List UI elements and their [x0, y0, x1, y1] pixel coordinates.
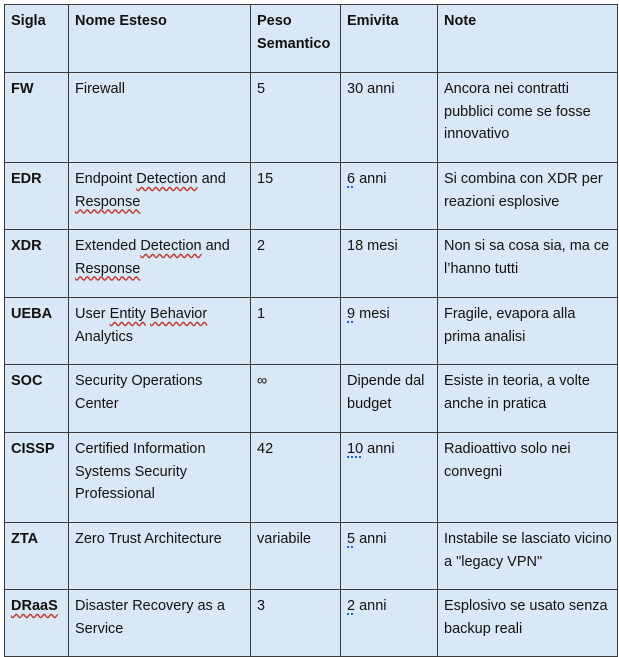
cell-sigla: UEBA: [5, 298, 69, 365]
cell-word: and: [205, 238, 230, 254]
cell-peso-semantico: 1: [251, 298, 341, 365]
cell-note: Non si sa cosa sia, ma ce l’hanno tutti: [438, 230, 618, 298]
cell-note: Esiste in teoria, a volte anche in pratica: [438, 365, 618, 433]
cell-emivita: 30 anni: [341, 73, 438, 163]
header-nome-esteso: Nome Esteso: [69, 5, 251, 73]
cell-word: anni: [367, 441, 395, 457]
cell-peso-semantico: 5: [251, 73, 341, 163]
header-emivita: Emivita: [341, 5, 438, 73]
cell-nome-esteso: [69, 163, 251, 230]
cell-word: 9: [347, 306, 356, 322]
cell-word: anni: [359, 171, 387, 187]
cell-word: User: [75, 306, 106, 322]
cell-word: 2: [347, 598, 356, 614]
cell-emivita: [341, 590, 438, 657]
cell-word: DRaaS: [11, 598, 58, 614]
cell-word: anni: [359, 531, 387, 547]
cell-sigla: SOC: [5, 365, 69, 433]
cell-word: and: [201, 171, 226, 187]
cell-note: Esplosivo se usato senza backup reali: [438, 590, 618, 657]
table-row: [5, 365, 618, 433]
table-row: [5, 163, 618, 230]
cell-nome-esteso: [69, 230, 251, 298]
table-row: [5, 298, 618, 365]
cell-nome-esteso: Security Operations Center: [69, 365, 251, 433]
table-row: [5, 433, 618, 523]
cell-nome-esteso: [69, 298, 251, 365]
cell-sigla: ZTA: [5, 523, 69, 590]
cell-word: anni: [359, 598, 387, 614]
header-peso-semantico: Peso Semantico: [251, 5, 341, 73]
header-note: Note: [438, 5, 618, 73]
cell-peso-semantico: ∞: [251, 365, 341, 433]
cell-word: Extended: [75, 238, 137, 254]
table-header-row: [5, 5, 618, 73]
cell-word: 6: [347, 171, 356, 187]
cell-note: Radioattivo solo nei convegni: [438, 433, 618, 523]
acronym-table: [4, 4, 618, 657]
cell-word: Response: [75, 193, 141, 210]
cell-note: Ancora nei contratti pubblici come se fosse innovativo: [438, 73, 618, 163]
cell-emivita: [341, 523, 438, 590]
table-row: [5, 590, 618, 657]
cell-peso-semantico: 15: [251, 163, 341, 230]
cell-word: Analytics: [75, 328, 134, 345]
cell-sigla: XDR: [5, 230, 69, 298]
cell-peso-semantico: 42: [251, 433, 341, 523]
cell-note: Si combina con XDR per reazioni esplosive: [438, 163, 618, 230]
cell-sigla: FW: [5, 73, 69, 163]
cell-word: Behavior: [149, 306, 208, 322]
cell-emivita: [341, 298, 438, 365]
cell-peso-semantico: variabile: [251, 523, 341, 590]
table-row: [5, 73, 618, 163]
cell-word: Entity: [109, 306, 146, 322]
cell-word: Endpoint: [75, 171, 133, 187]
cell-sigla: EDR: [5, 163, 69, 230]
cell-sigla: [5, 590, 69, 657]
cell-nome-esteso: Disaster Recovery as a Service: [69, 590, 251, 657]
cell-word: mesi: [359, 306, 390, 322]
cell-sigla: CISSP: [5, 433, 69, 523]
cell-word: 5: [347, 531, 356, 547]
cell-emivita: Dipende dal budget: [341, 365, 438, 433]
cell-emivita: [341, 433, 438, 523]
cell-word: Detection: [140, 238, 202, 254]
cell-nome-esteso: Certified Information Systems Security Professional: [69, 433, 251, 523]
cell-peso-semantico: 3: [251, 590, 341, 657]
table-row: [5, 230, 618, 298]
cell-word: Response: [75, 260, 141, 277]
table-row: [5, 523, 618, 590]
cell-nome-esteso: Firewall: [69, 73, 251, 163]
cell-emivita: [341, 163, 438, 230]
cell-emivita: 18 mesi: [341, 230, 438, 298]
header-sigla: Sigla: [5, 5, 69, 73]
cell-word: 10: [347, 441, 364, 457]
cell-note: Instabile se lasciato vicino a "legacy VPN": [438, 523, 618, 590]
cell-peso-semantico: 2: [251, 230, 341, 298]
cell-nome-esteso: Zero Trust Architecture: [69, 523, 251, 590]
cell-word: Detection: [136, 171, 198, 187]
cell-note: Fragile, evapora alla prima analisi: [438, 298, 618, 365]
